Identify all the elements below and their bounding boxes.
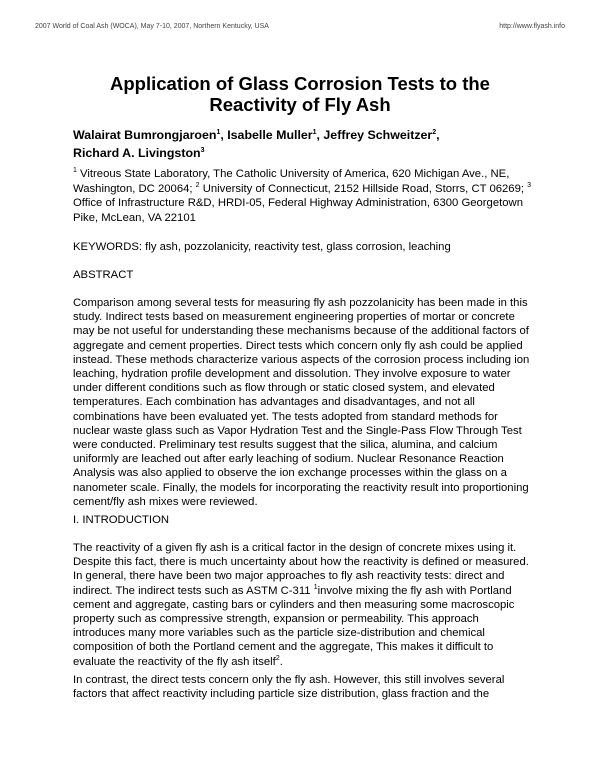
paragraph-text: The reactivity of a given fly ash is a critical factor in the design of concrete mixes using it. Despite this fact, there is much uncertainty about how the reactivity is defined or measured. In general, there have been two major approaches to fly ash reactivity tests: direct and indirect. The indirect tests such as ASTM C-311: [73, 542, 529, 597]
affil-text: University of Connecticut, 2152 Hillside Road, Storrs, CT 06269;: [199, 182, 528, 195]
author-separator: ,: [436, 128, 440, 142]
affil-mark: 3: [527, 181, 532, 189]
author-name: , Jeffrey Schweitzer: [316, 128, 433, 142]
abstract-text: Comparison among several tests for measuring fly ash pozzolanicity has been made in this study. Indirect tests based on measurement engineering properties of mortar or concrete may be not useful for understanding these mechanisms because of the additional factors of aggregate and cement properties. Direct tests which concern only fly ash could be applied instead. These methods characterize various aspects of the corrosion process including ion leaching, hydration profile development and dissolution. They involve exposure to water under different conditions such as flow through or static closed system, and elevated temperatures. Each combination has advantages and disadvantages, and not all combinations have been evaluated yet. The tests adopted from standard methods for nuclear waste glass such as Vapor Hydration Test and the Single-Pass Flow Through Test were conducted. Preliminary test results suggest that the silica, alumina, and calcium uniformly are leached out after early leaching of sodium. Nuclear Resonance Reaction Analysis was also applied to observe the ion exchange processes within the glass on a nanometer scale. Finally, the models for incorporating the reactivity result into proportioning cement/fly ash mixes were reviewed.: [73, 297, 530, 508]
citation-mark: 1: [313, 583, 318, 591]
author-affil-mark: 3: [200, 146, 205, 154]
keywords: KEYWORDS: fly ash, pozzolanicity, reactivity test, glass corrosion, leaching: [73, 241, 451, 253]
author-affil-mark: 1: [312, 128, 317, 136]
citation-mark: 2: [275, 654, 280, 662]
author-affil-mark: 1: [216, 128, 221, 136]
introduction-heading: I. INTRODUCTION: [73, 514, 170, 526]
paragraph-text: involve mixing the fly ash with Portland cement and aggregate, casting bars or cylinders and then measuring some macroscopic property such as compressive strength, expansion or permeability. This approach introduces many more variables such as the particle size-distribution and chemical composition of both the Portland cement and the aggregate, This makes it difficult to evaluate the reactivity of the fly ash itself: [73, 584, 515, 668]
title-line-2: Reactivity of Fly Ash: [209, 94, 391, 115]
author-affil-mark: 2: [432, 128, 437, 136]
affil-mark: 1: [73, 167, 77, 175]
header-conference: 2007 World of Coal Ash (WOCA), May 7-10, 2007, Northern Kentucky, USA: [35, 23, 269, 30]
header-url: http://www.flyash.info: [499, 23, 565, 30]
author-name: Walairat Bumrongjaroen: [73, 128, 217, 142]
affil-mark: 2: [195, 181, 200, 189]
affil-text: Office of Infrastructure R&D, HRDI-05, Federal Highway Administration, 6300 Georgetown Pike, McLean, VA 22101: [73, 197, 523, 224]
running-header: [35, 23, 565, 30]
author-name: , Isabelle Muller: [220, 128, 313, 142]
introduction-paragraph-2: In contrast, the direct tests concern only the fly ash. However, this still involves several factors that affect reactivity including particle size distribution, glass fraction and the: [73, 674, 505, 701]
paper-title: [72, 73, 528, 115]
introduction-paragraph: [73, 541, 533, 669]
affil-text: Vitreous State Laboratory, The Catholic University of America, 620 Michigan Ave., NE, Washington, DC 20064;: [73, 168, 510, 195]
affiliations: [73, 167, 533, 225]
paragraph-text: .: [279, 655, 283, 668]
author-list: [73, 126, 533, 162]
author-name: Richard A. Livingston: [73, 146, 201, 160]
title-line-1: Application of Glass Corrosion Tests to the: [110, 73, 490, 94]
abstract-heading: ABSTRACT: [73, 269, 134, 281]
